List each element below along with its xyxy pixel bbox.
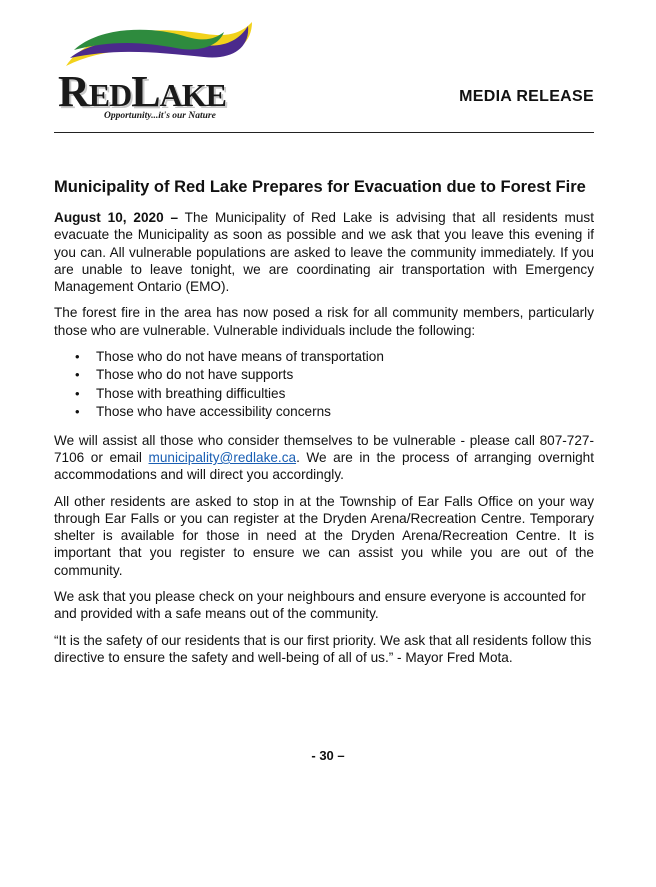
release-title: Municipality of Red Lake Prepares for Evacuation due to Forest Fire (54, 178, 586, 196)
intro-text: The Municipality of Red Lake is advising that all residents must evacuate the Municipality as soon as possible and we ask that you leave this evening if you can. All vulnerable populations are asked to leave the community immediately. If you are unable to leave tonight, we are coordinating air transportation with Emergency Management Ontario (EMO). (54, 210, 594, 295)
media-release-heading: MEDIA RELEASE (459, 88, 594, 105)
end-marker: - 30 – (311, 748, 345, 763)
list-item: • Those who have accessibility concerns (96, 403, 594, 421)
mayor-quote: “It is the safety of our residents that is our first priority. We ask that all residents follow this directive to ensure the safety and well-being of all of us.” - Mayor Fred Mota. (54, 632, 592, 665)
paragraph-assistance: We will assist all those who consider themselves to be vulnerable - please call 807-727-7106 or email municipality@redlake.ca. We are in the process of arranging overnight accommodations and will direct you accordingly. (54, 432, 594, 483)
red-lake-logo (56, 14, 266, 128)
list-item: • Those who do not have means of transportation (96, 348, 594, 366)
paragraph-intro (54, 209, 594, 295)
email-link[interactable]: municipality@redlake.ca (148, 450, 297, 465)
header-divider (54, 132, 594, 133)
paragraph-neighbours: We ask that you please check on your neighbours and ensure everyone is accounted for and provided with a safe means out of the community. (54, 589, 586, 622)
list-item: • Those with breathing difficulties (96, 385, 594, 403)
release-date: August 10, 2020 – (54, 210, 179, 225)
vulnerable-list (54, 348, 594, 422)
paragraph-vulnerable: The forest fire in the area has now posed a risk for all community members, particularly those who are vulnerable. Vulnerable individuals include the following: (54, 305, 594, 338)
paragraph-registration: All other residents are asked to stop in at the Township of Ear Falls Office on your way through Ear Falls or you can register at the Dryden Arena/Recreation Centre. Temporary shelter is available for those in need at the Dryden Arena/Recreation Centre. It is important that you register to ensure we can assist you while you are out of the community. (54, 493, 594, 578)
press-release-body (54, 176, 594, 675)
logo-wordmark: REDLAKE (58, 67, 226, 116)
list-item: • Those who do not have supports (96, 366, 594, 384)
logo-tagline: Opportunity...it's our Nature (104, 111, 216, 121)
